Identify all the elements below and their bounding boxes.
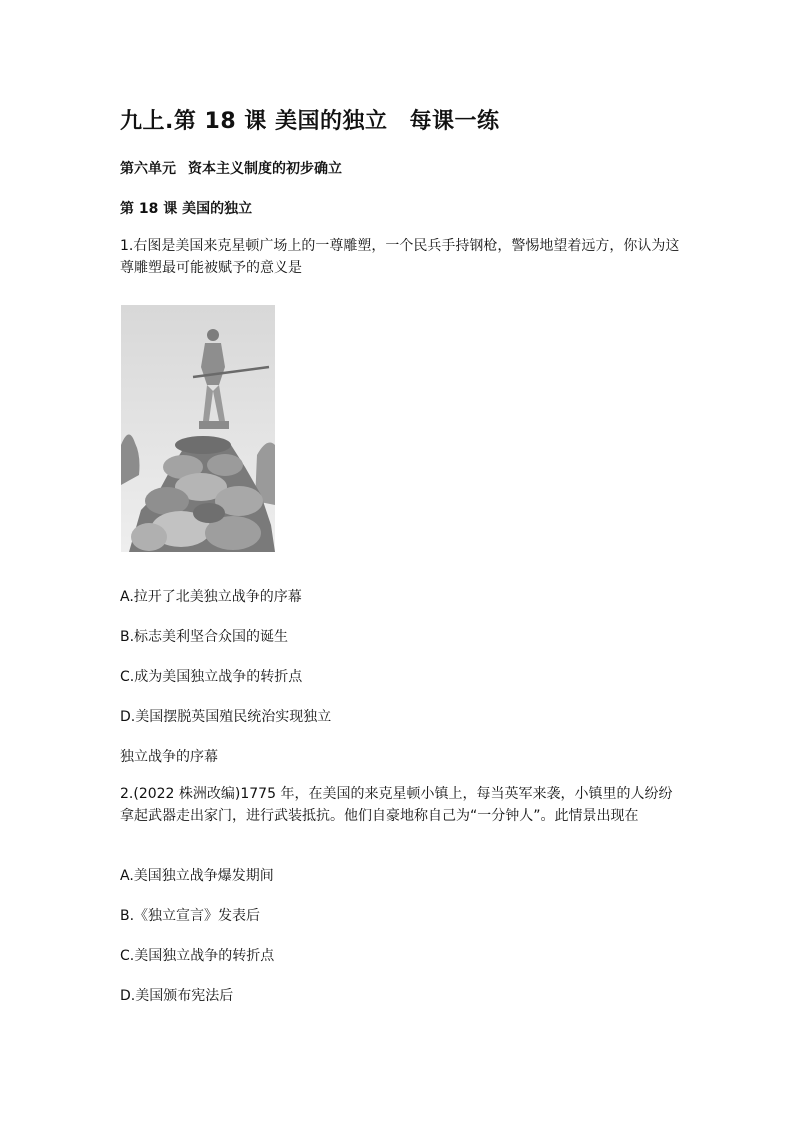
question-1-option-d: D.美国摆脱英国殖民统治实现独立 <box>120 709 332 725</box>
question-1-answer-note: 独立战争的序幕 <box>120 749 218 765</box>
question-1-option-a: A.拉开了北美独立战争的序幕 <box>120 589 302 605</box>
question-2-option-c: C.美国独立战争的转折点 <box>120 948 275 964</box>
unit-heading <box>120 158 342 178</box>
question-2-option-d: D.美国颁布宪法后 <box>120 988 234 1004</box>
lesson-heading: 第 18 课 美国的独立 <box>120 201 253 217</box>
statue-photo <box>121 305 275 552</box>
question-1-stem: 1.右图是美国来克星顿广场上的一尊雕塑，一个民兵手持钢枪，警惕地望着远方，你认为这尊雕塑最可能被赋予的意义是 <box>120 238 680 276</box>
question-2-stem: 2.(2022 株洲改编)1775 年，在美国的来克星顿小镇上，每当英军来袭，小镇里的人纷纷拿起武器走出家门，进行武装抵抗。他们自豪地称自己为“一分钟人”。此情景出现在 <box>120 786 673 824</box>
title-sub: 每课一练 <box>409 109 500 134</box>
title-main: 九上.第 18 课 美国的独立 <box>120 109 388 134</box>
question-2-option-a: A.美国独立战争爆发期间 <box>120 868 274 884</box>
unit-label: 第六单元 <box>120 161 176 177</box>
unit-name: 资本主义制度的初步确立 <box>188 161 342 177</box>
question-1-option-b: B.标志美利坚合众国的诞生 <box>120 629 289 645</box>
page-title <box>120 104 499 135</box>
question-1-option-c: C.成为美国独立战争的转折点 <box>120 669 303 685</box>
question-2-option-b: B.《独立宣言》发表后 <box>120 908 261 924</box>
